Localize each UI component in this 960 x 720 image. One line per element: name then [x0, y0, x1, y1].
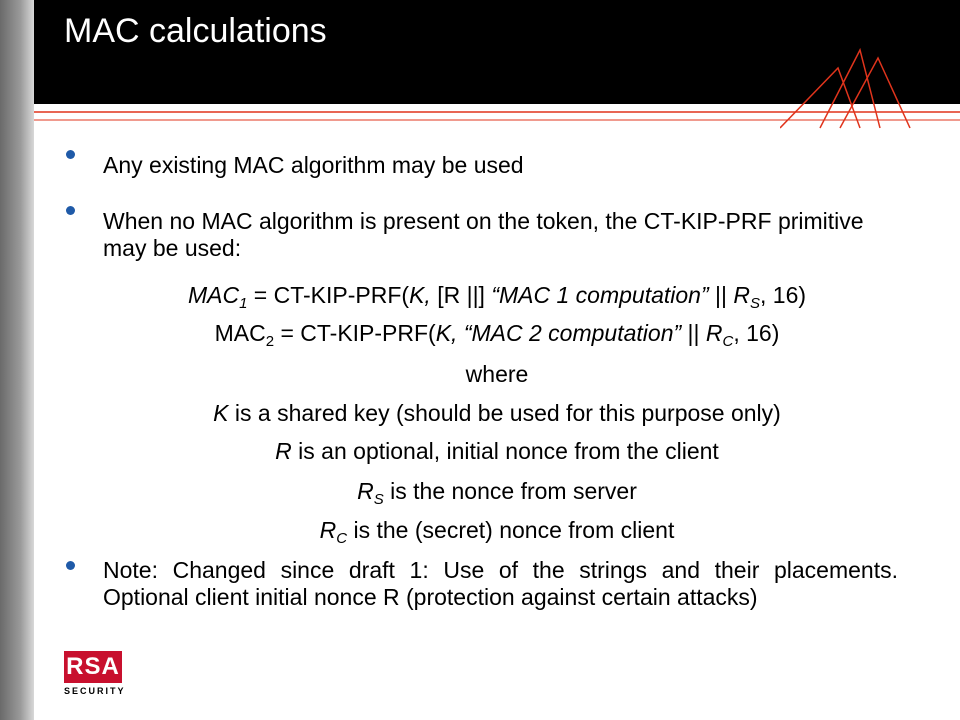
slide-title: MAC calculations — [64, 12, 327, 50]
bullet-icon — [66, 206, 75, 215]
rsa-security-logo — [64, 651, 126, 696]
bullet-icon — [66, 150, 75, 159]
definition-k: K is a shared key (should be used for this purpose only) — [213, 400, 781, 426]
definition-rc: $R_C$ is the (secret) nonce from client — [319, 517, 675, 547]
bullet-1: Any existing MAC algorithm may be used — [103, 152, 524, 178]
left-gradient-bar — [0, 0, 34, 720]
header-accent-line — [34, 110, 960, 126]
bullet-2: When no MAC algorithm is present on the token, the CT-KIP-PRF primitive may be used: — [103, 208, 864, 261]
where-label: where — [465, 361, 529, 387]
logo-subtitle: SECURITY — [64, 686, 126, 696]
definition-r: R is an optional, initial nonce from the client — [275, 438, 719, 464]
bullet-icon — [66, 561, 75, 570]
formula-mac2: $MAC_2 = CT-KIP-PRF(K$, “MAC 2 computation” || $R_C$, 16) — [214, 320, 780, 350]
bullet-3: Note: Changed since draft 1: Use of the strings and their placements. Optional client initial nonce R (protection against certain attacks) — [103, 557, 898, 610]
definition-rs: $R_S$ is the nonce from server — [357, 478, 637, 508]
logo-brand: RSA — [64, 651, 122, 683]
formula-mac1: $MAC_1 = CT-KIP-PRF(K$, [R ||] “MAC 1 computation” || $R_S$, 16) — [187, 282, 807, 312]
